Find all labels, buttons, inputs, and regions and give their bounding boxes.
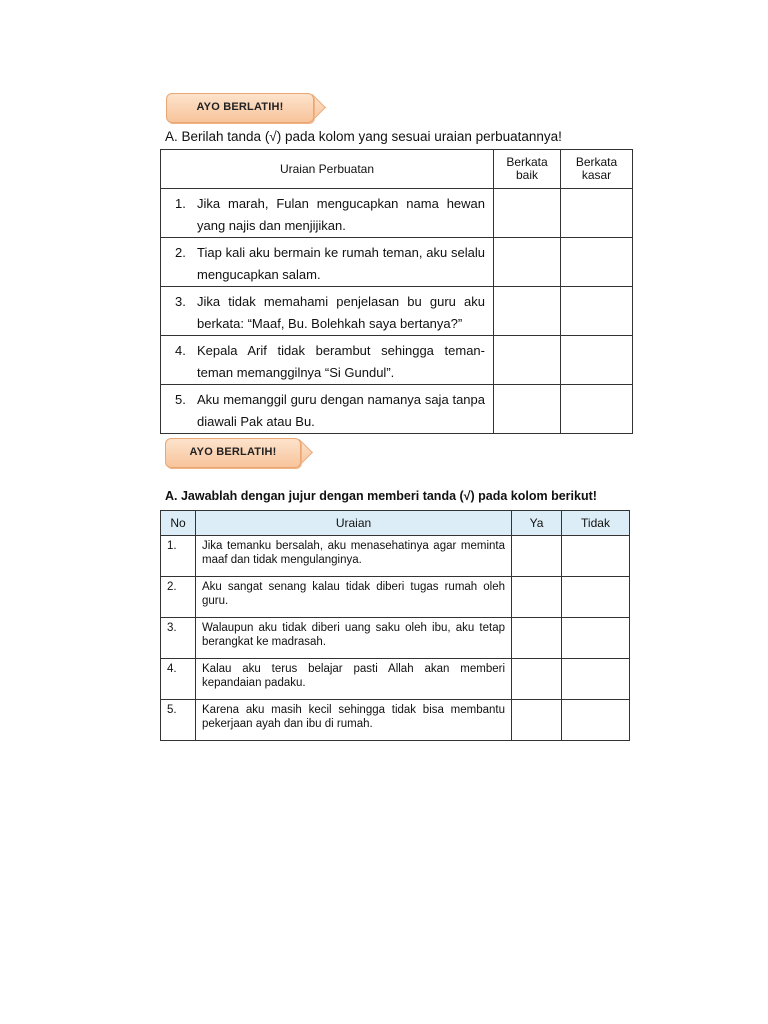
row-text: Aku sangat senang kalau tidak diberi tugas rumah oleh guru. — [196, 577, 512, 618]
ayo-berlatih-badge-1 — [166, 93, 314, 123]
table-row — [161, 287, 633, 336]
row-number: 1. — [175, 196, 186, 211]
row-number: 5. — [161, 700, 196, 741]
badge-label-2: AYO BERLATIH! — [189, 446, 277, 458]
checkbox-cell-tidak[interactable] — [562, 659, 630, 700]
checkbox-cell-baik[interactable] — [494, 189, 561, 238]
row-text: Walaupun aku tidak diberi uang saku oleh ibu, aku tetap berangkat ke madrasah. — [196, 618, 512, 659]
row-text: Aku memanggil guru dengan namanya saja tanpa diawali Pak atau Bu. — [197, 392, 485, 429]
checkbox-cell-kasar[interactable] — [561, 189, 633, 238]
table-uraian-perbuatan — [160, 149, 633, 434]
instruction-1: A. Berilah tanda (√) pada kolom yang sesuai uraian perbuatannya! — [165, 129, 562, 144]
table-row — [161, 189, 633, 238]
checkbox-cell-tidak[interactable] — [562, 700, 630, 741]
checkbox-cell-baik[interactable] — [494, 238, 561, 287]
row-text: Jika tidak memahami penjelasan bu guru aku berkata: “Maaf, Bu. Bolehkah saya bertanya?” — [197, 294, 485, 331]
table-row — [161, 385, 633, 434]
row-text: Tiap kali aku bermain ke rumah teman, aku selalu mengucapkan salam. — [197, 245, 485, 282]
checkbox-cell-kasar[interactable] — [561, 238, 633, 287]
row-number: 1. — [161, 536, 196, 577]
header-ya: Ya — [512, 511, 562, 536]
badge-label-1: AYO BERLATIH! — [196, 101, 284, 113]
checkbox-cell-kasar[interactable] — [561, 287, 633, 336]
row-text: Jika marah, Fulan mengucapkan nama hewan yang najis dan menjijikan. — [197, 196, 485, 233]
row-text: Jika temanku bersalah, aku menasehatinya agar meminta maaf dan tidak mengulanginya. — [196, 536, 512, 577]
header-baik-line2: baik — [515, 168, 538, 182]
table-row — [161, 618, 630, 659]
table-row — [161, 700, 630, 741]
row-text: Kalau aku terus belajar pasti Allah akan memberi kepandaian padaku. — [196, 659, 512, 700]
row-number: 4. — [161, 659, 196, 700]
header-baik-line1: Berkata — [506, 155, 548, 169]
table-row — [161, 577, 630, 618]
row-number: 3. — [175, 294, 186, 309]
checkbox-cell-ya[interactable] — [512, 659, 562, 700]
checkbox-cell-ya[interactable] — [512, 536, 562, 577]
row-text: Karena aku masih kecil sehingga tidak bisa membantu pekerjaan ayah dan ibu di rumah. — [196, 700, 512, 741]
row-number: 3. — [161, 618, 196, 659]
header-berkata-kasar — [561, 150, 633, 189]
table-row — [161, 536, 630, 577]
checkbox-cell-kasar[interactable] — [561, 336, 633, 385]
checkbox-cell-baik[interactable] — [494, 287, 561, 336]
checkbox-cell-baik[interactable] — [494, 385, 561, 434]
row-text: Kepala Arif tidak berambut sehingga teman-teman memanggilnya “Si Gundul”. — [197, 343, 485, 380]
header-uraian: Uraian — [196, 511, 512, 536]
row-number: 2. — [175, 245, 186, 260]
checkbox-cell-ya[interactable] — [512, 577, 562, 618]
table-header-row — [161, 511, 630, 536]
checkbox-cell-kasar[interactable] — [561, 385, 633, 434]
header-berkata-baik — [494, 150, 561, 189]
header-tidak: Tidak — [562, 511, 630, 536]
table-uraian-jujur — [160, 510, 630, 741]
checkbox-cell-ya[interactable] — [512, 700, 562, 741]
checkbox-cell-tidak[interactable] — [562, 618, 630, 659]
row-number: 2. — [161, 577, 196, 618]
instruction-2: A. Jawablah dengan jujur dengan memberi tanda (√) pada kolom berikut! — [165, 489, 597, 503]
checkbox-cell-tidak[interactable] — [562, 536, 630, 577]
header-kasar-line1: Berkata — [575, 155, 618, 169]
checkbox-cell-baik[interactable] — [494, 336, 561, 385]
checkbox-cell-ya[interactable] — [512, 618, 562, 659]
table-row — [161, 336, 633, 385]
checkbox-cell-tidak[interactable] — [562, 577, 630, 618]
row-number: 4. — [175, 343, 186, 358]
header-no: No — [161, 511, 196, 536]
table-row — [161, 238, 633, 287]
table-row — [161, 659, 630, 700]
ayo-berlatih-badge-2 — [165, 438, 301, 468]
table-header-row — [161, 150, 633, 189]
row-number: 5. — [175, 392, 186, 407]
header-kasar-line2: kasar — [581, 168, 612, 182]
header-uraian-perbuatan: Uraian Perbuatan — [161, 150, 494, 189]
